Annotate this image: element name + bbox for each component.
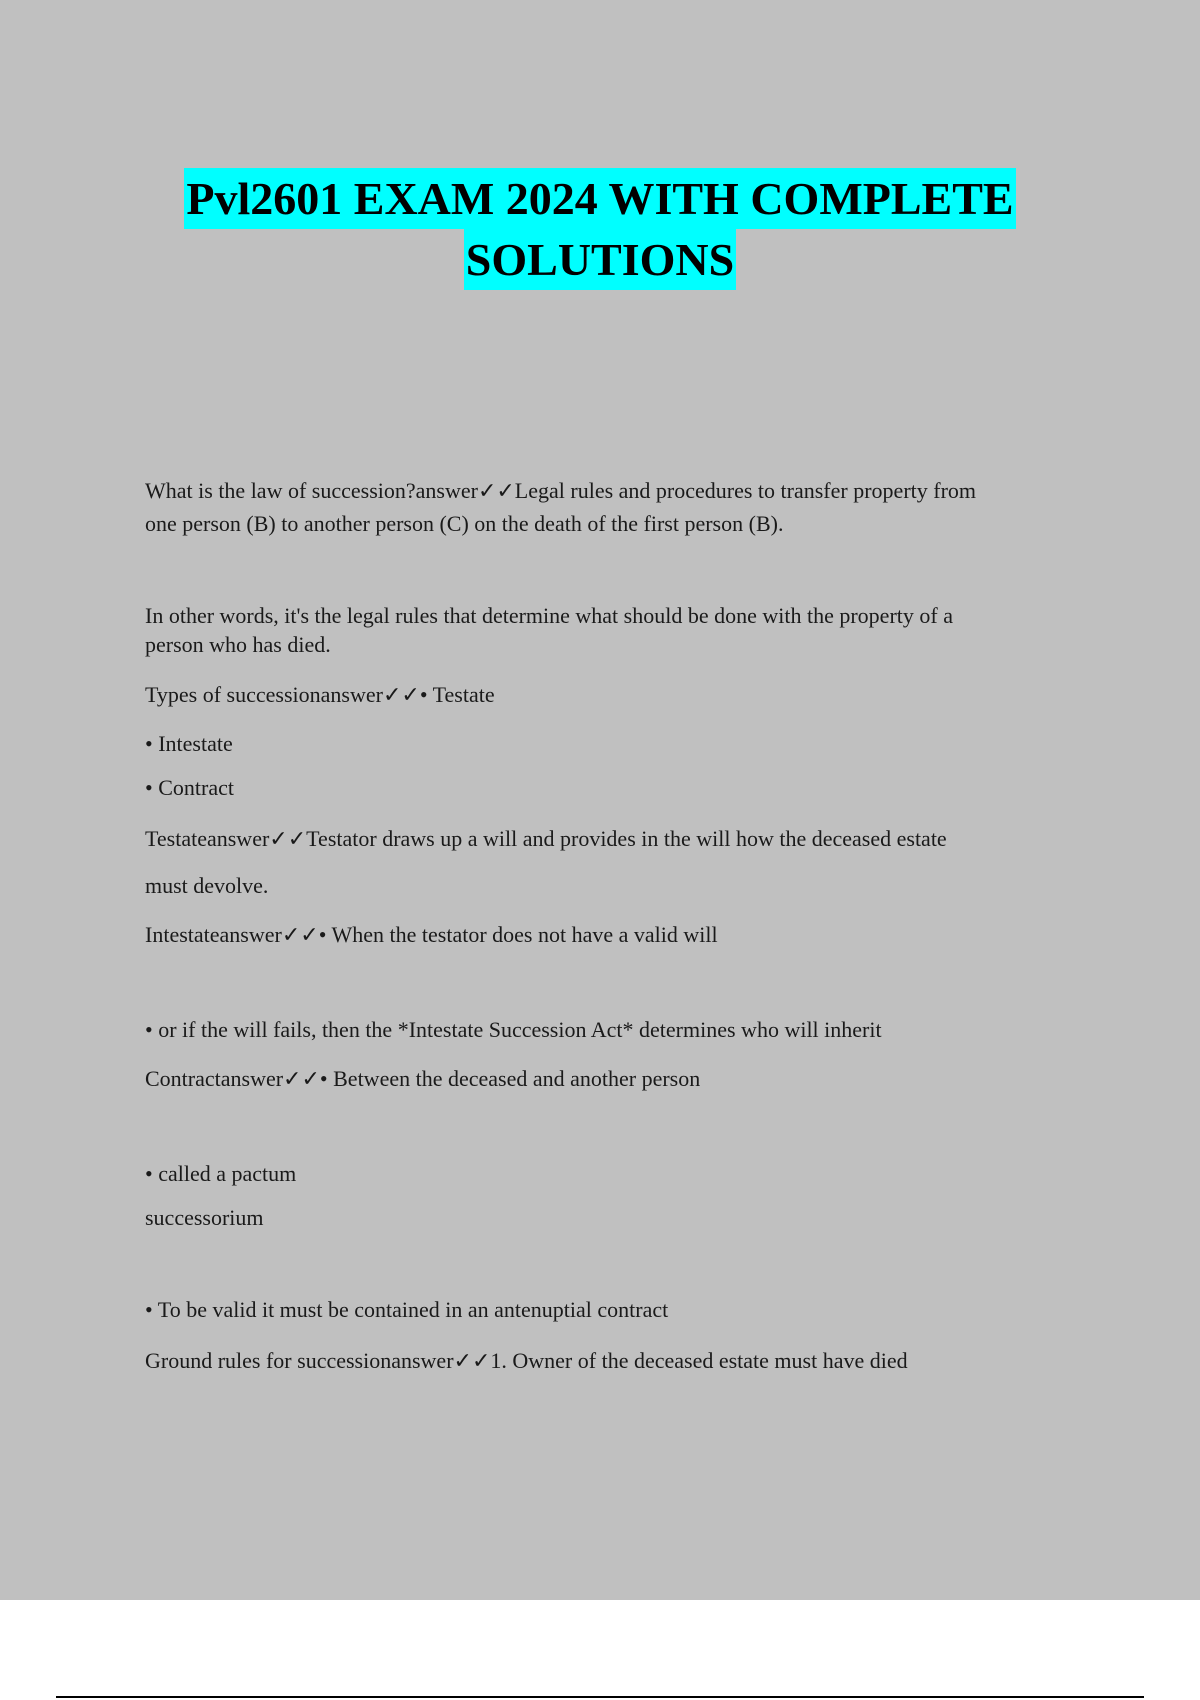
text-line: Intestateanswer✓✓• When the testator does not have a valid will [145, 922, 718, 947]
text-line: In other words, it's the legal rules that determine what should be done with the property of a [145, 603, 953, 628]
list-item: • called a pactum [145, 1161, 297, 1186]
list-item: • Contract [145, 775, 234, 800]
text-line: successorium [145, 1205, 264, 1230]
title-line-2: SOLUTIONS [464, 229, 736, 290]
text-line: Types of successionanswer✓✓• Testate [145, 682, 495, 707]
text-line: Ground rules for successionanswer✓✓1. Owner of the deceased estate must have died [145, 1348, 908, 1373]
text-line: What is the law of succession?answer✓✓Legal rules and procedures to transfer property from [145, 478, 977, 503]
list-item: • or if the will fails, then the *Intestate Succession Act* determines who will inherit [145, 1017, 882, 1042]
text-line: person who has died. [145, 632, 331, 657]
document-title [0, 168, 1200, 290]
text-line: one person (B) to another person (C) on the death of the first person (B). [145, 511, 784, 536]
text-line: Contractanswer✓✓• Between the deceased and another person [145, 1066, 701, 1091]
title-line-1: Pvl2601 EXAM 2024 WITH COMPLETE [184, 168, 1015, 229]
text-line: Testateanswer✓✓Testator draws up a will and provides in the will how the deceased estate [145, 826, 947, 851]
list-item: • Intestate [145, 731, 233, 756]
footer-divider [56, 1696, 1144, 1698]
list-item: • To be valid it must be contained in an antenuptial contract [145, 1297, 669, 1322]
text-line: must devolve. [145, 873, 269, 898]
